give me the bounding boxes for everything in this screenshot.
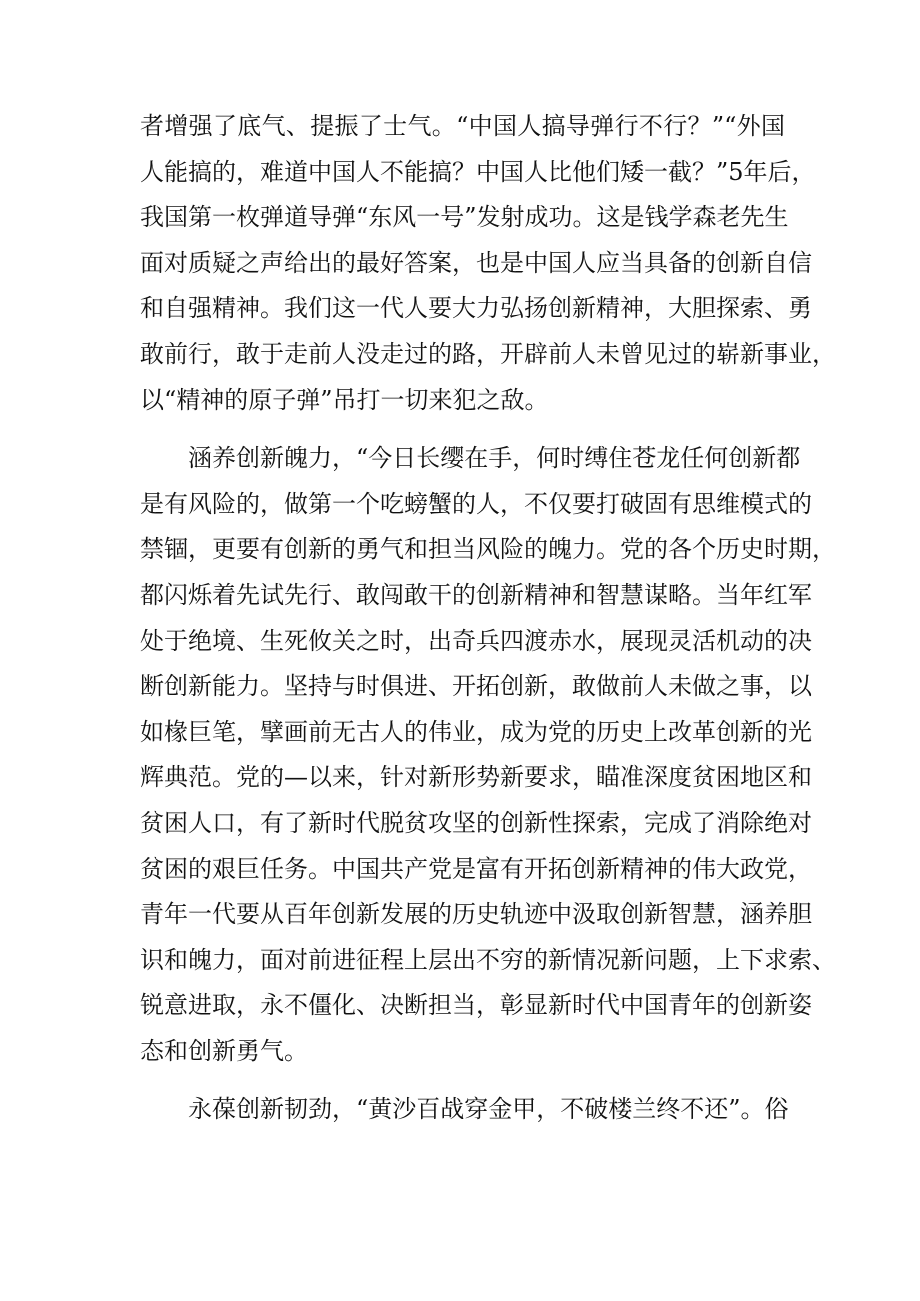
text-line: 识和魄力，面对前进征程上层出不穷的新情况新问题，上下求索、 bbox=[140, 945, 836, 974]
text-line: 敢前行，敢于走前人没走过的路，开辟前人未曾见过的崭新事业， bbox=[140, 339, 836, 368]
text-line: 断创新能力。坚持与时俱进、开拓创新，敢做前人未做之事，以 bbox=[140, 672, 812, 701]
text-line: 青年一代要从百年创新发展的历史轨迹中汲取创新智慧，涵养胆 bbox=[140, 900, 812, 929]
text-line: 辉典范。党的—以来，针对新形势新要求，瞄准深度贫困地区和 bbox=[140, 763, 812, 792]
text-line: 我国第一枚弹道导弹“东风一号”发射成功。这是钱学森老先生 bbox=[140, 203, 789, 232]
text-line: 和自强精神。我们这一代人要大力弘扬创新精神，大胆探索、勇 bbox=[140, 294, 812, 323]
text-line: 贫困人口，有了新时代脱贫攻坚的创新性探索，完成了消除绝对 bbox=[140, 808, 812, 837]
text-line: 锐意进取，永不僵化、决断担当，彰显新时代中国青年的创新姿 bbox=[140, 991, 812, 1020]
text-line: 人能搞的，难道中国人不能搞？中国人比他们矮一截？”5年后， bbox=[140, 157, 816, 186]
text-line: 涵养创新魄力，“今日长缨在手，何时缚住苍龙任何创新都 bbox=[188, 444, 801, 473]
text-line: 者增强了底气、提振了士气。“中国人搞导弹行不行？”“外国 bbox=[140, 112, 785, 140]
text-line: 态和创新勇气。 bbox=[140, 1036, 308, 1065]
text-line: 是有风险的，做第一个吃螃蟹的人，不仅要打破固有思维模式的 bbox=[140, 489, 812, 518]
paragraph-1 bbox=[140, 104, 836, 423]
text-line: 禁锢，更要有创新的勇气和担当风险的魄力。党的各个历史时期， bbox=[140, 535, 836, 564]
paragraph-3 bbox=[140, 1087, 789, 1133]
document-body bbox=[140, 104, 836, 1133]
text-line: 永葆创新韧劲，“黄沙百战穿金甲，不破楼兰终不还”。俗 bbox=[188, 1095, 789, 1124]
text-line: 贫困的艰巨任务。中国共产党是富有开拓创新精神的伟大政党， bbox=[140, 854, 812, 883]
text-line: 如椽巨笔，擘画前无古人的伟业，成为党的历史上改革创新的光 bbox=[140, 717, 812, 746]
paragraph-2 bbox=[140, 436, 836, 1074]
text-line: 面对质疑之声给出的最好答案，也是中国人应当具备的创新自信 bbox=[140, 248, 812, 277]
text-line: 都闪烁着先试先行、敢闯敢干的创新精神和智慧谋略。当年红军 bbox=[140, 580, 812, 609]
text-line: 处于绝境、生死攸关之时，出奇兵四渡赤水，展现灵活机动的决 bbox=[140, 626, 812, 655]
text-line: 以“精神的原子弹”吊打一切来犯之敌。 bbox=[140, 385, 549, 414]
